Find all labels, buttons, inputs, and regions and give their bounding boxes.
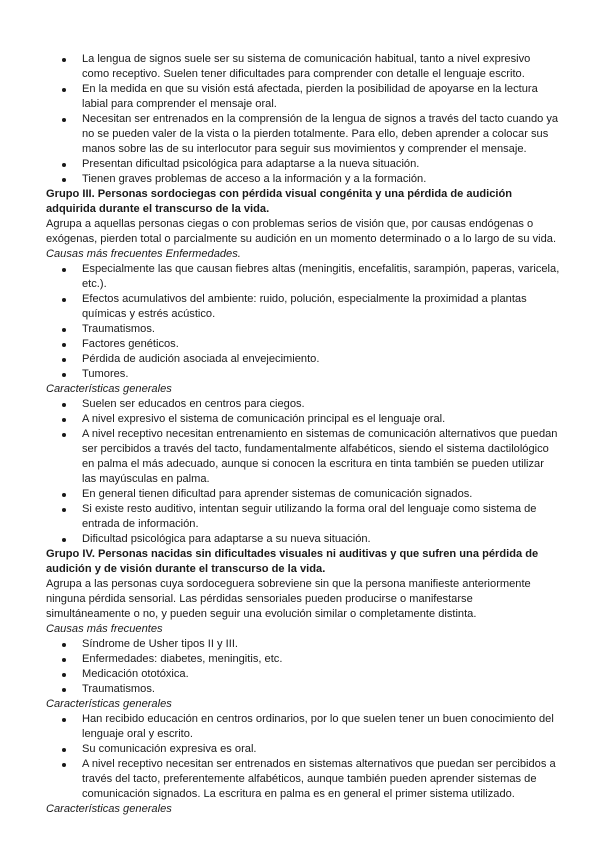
group3-intro: Agrupa a aquellas personas ciegas o con problemas serios de visión que, por causas endógenas o exógenas, pierden total o parcialmente su audición en un momento determinado o a lo largo de su vida. xyxy=(46,218,557,245)
list-item: Pérdida de audición asociada al envejecimiento. xyxy=(46,352,560,367)
list-item: Traumatismos. xyxy=(46,682,560,697)
list-item: Efectos acumulativos del ambiente: ruido, polución, especialmente la proximidad a plantas químicas y estrés acústico. xyxy=(46,292,560,322)
list-item: La lengua de signos suele ser su sistema de comunicación habitual, tanto a nivel expresivo como receptivo. Suelen tener dificultades para comprender con detalle el lenguaje escrito. xyxy=(46,52,560,82)
list-item: Enfermedades: diabetes, meningitis, etc. xyxy=(46,652,560,667)
list-item: Tumores. xyxy=(46,367,560,382)
list-item: A nivel receptivo necesitan entrenamiento en sistemas de comunicación alternativos que puedan ser percibidos a través del tacto, fundamentalmente alfabéticos, siendo el sistema dactilológico en palma el más adecuado, aunque si conocen la escritura en tinta también se pueden utilizar las mayúsculas en palma. xyxy=(46,427,560,487)
list-item: Medicación ototóxica. xyxy=(46,667,560,682)
group4-intro: Agrupa a las personas cuya sordoceguera sobreviene sin que la persona manifieste anteriormente ninguna pérdida sensorial. Las pérdidas sensoriales pueden producirse o manifestarse simultáneamente o no, y pueden seguir una evolución similar o completamente distinta. xyxy=(46,578,531,620)
group3-causes-label: Causas más frecuentes Enfermedades. xyxy=(46,248,241,260)
group4-causes-list xyxy=(46,637,560,697)
list-item: Dificultad psicológica para adaptarse a su nueva situación. xyxy=(46,532,560,547)
list-item: Si existe resto auditivo, intentan seguir utilizando la forma oral del lenguaje como sistema de entrada de información. xyxy=(46,502,560,532)
group4-causes-label: Causas más frecuentes xyxy=(46,623,163,635)
list-item: Tienen graves problemas de acceso a la información y a la formación. xyxy=(46,172,560,187)
list-item: Especialmente las que causan fiebres altas (meningitis, encefalitis, sarampión, paperas, varicela, etc.). xyxy=(46,262,560,292)
list-item: Su comunicación expresiva es oral. xyxy=(46,742,560,757)
group3-heading: Grupo III. Personas sordociegas con pérdida visual congénita y una pérdida de audición adquirida durante el transcurso de la vida. xyxy=(46,188,513,215)
group4-trailing-label: Características generales xyxy=(46,803,172,815)
list-item: Suelen ser educados en centros para ciegos. xyxy=(46,397,560,412)
group4-chars-list xyxy=(46,712,560,802)
list-item: Síndrome de Usher tipos II y III. xyxy=(46,637,560,652)
document-page xyxy=(46,52,560,817)
list-item: A nivel expresivo el sistema de comunicación principal es el lenguaje oral. xyxy=(46,412,560,427)
group3-causes-list xyxy=(46,262,560,382)
group3-chars-label: Características generales xyxy=(46,383,172,395)
group4-chars-label: Características generales xyxy=(46,698,172,710)
list-item: En general tienen dificultad para aprender sistemas de comunicación signados. xyxy=(46,487,560,502)
list-item: Factores genéticos. xyxy=(46,337,560,352)
list-top xyxy=(46,52,560,187)
list-item: En la medida en que su visión está afectada, pierden la posibilidad de apoyarse en la lectura labial para comprender el mensaje oral. xyxy=(46,82,560,112)
list-item: A nivel receptivo necesitan ser entrenados en sistemas alternativos que puedan ser percibidos a través del tacto, preferentemente alfabéticos, aunque también pueden aprender sistemas de comunicación signados. La escritura en palma es en general el primer sistema utilizado. xyxy=(46,757,560,802)
group3-chars-list xyxy=(46,397,560,547)
list-item: Han recibido educación en centros ordinarios, por lo que suelen tener un buen conocimiento del lenguaje oral y escrito. xyxy=(46,712,560,742)
list-item: Presentan dificultad psicológica para adaptarse a la nueva situación. xyxy=(46,157,560,172)
list-item: Traumatismos. xyxy=(46,322,560,337)
group4-heading: Grupo IV. Personas nacidas sin dificultades visuales ni auditivas y que sufren una pérdida de audición y de visión durante el transcurso de la vida. xyxy=(46,548,539,575)
list-item: Necesitan ser entrenados en la comprensión de la lengua de signos a través del tacto cuando ya no se pueden valer de la vista o la pierden totalmente. Para ello, deben aprender a colocar sus manos sobre las de su interlocutor para seguir sus movimientos y comprender el mensaje. xyxy=(46,112,560,157)
